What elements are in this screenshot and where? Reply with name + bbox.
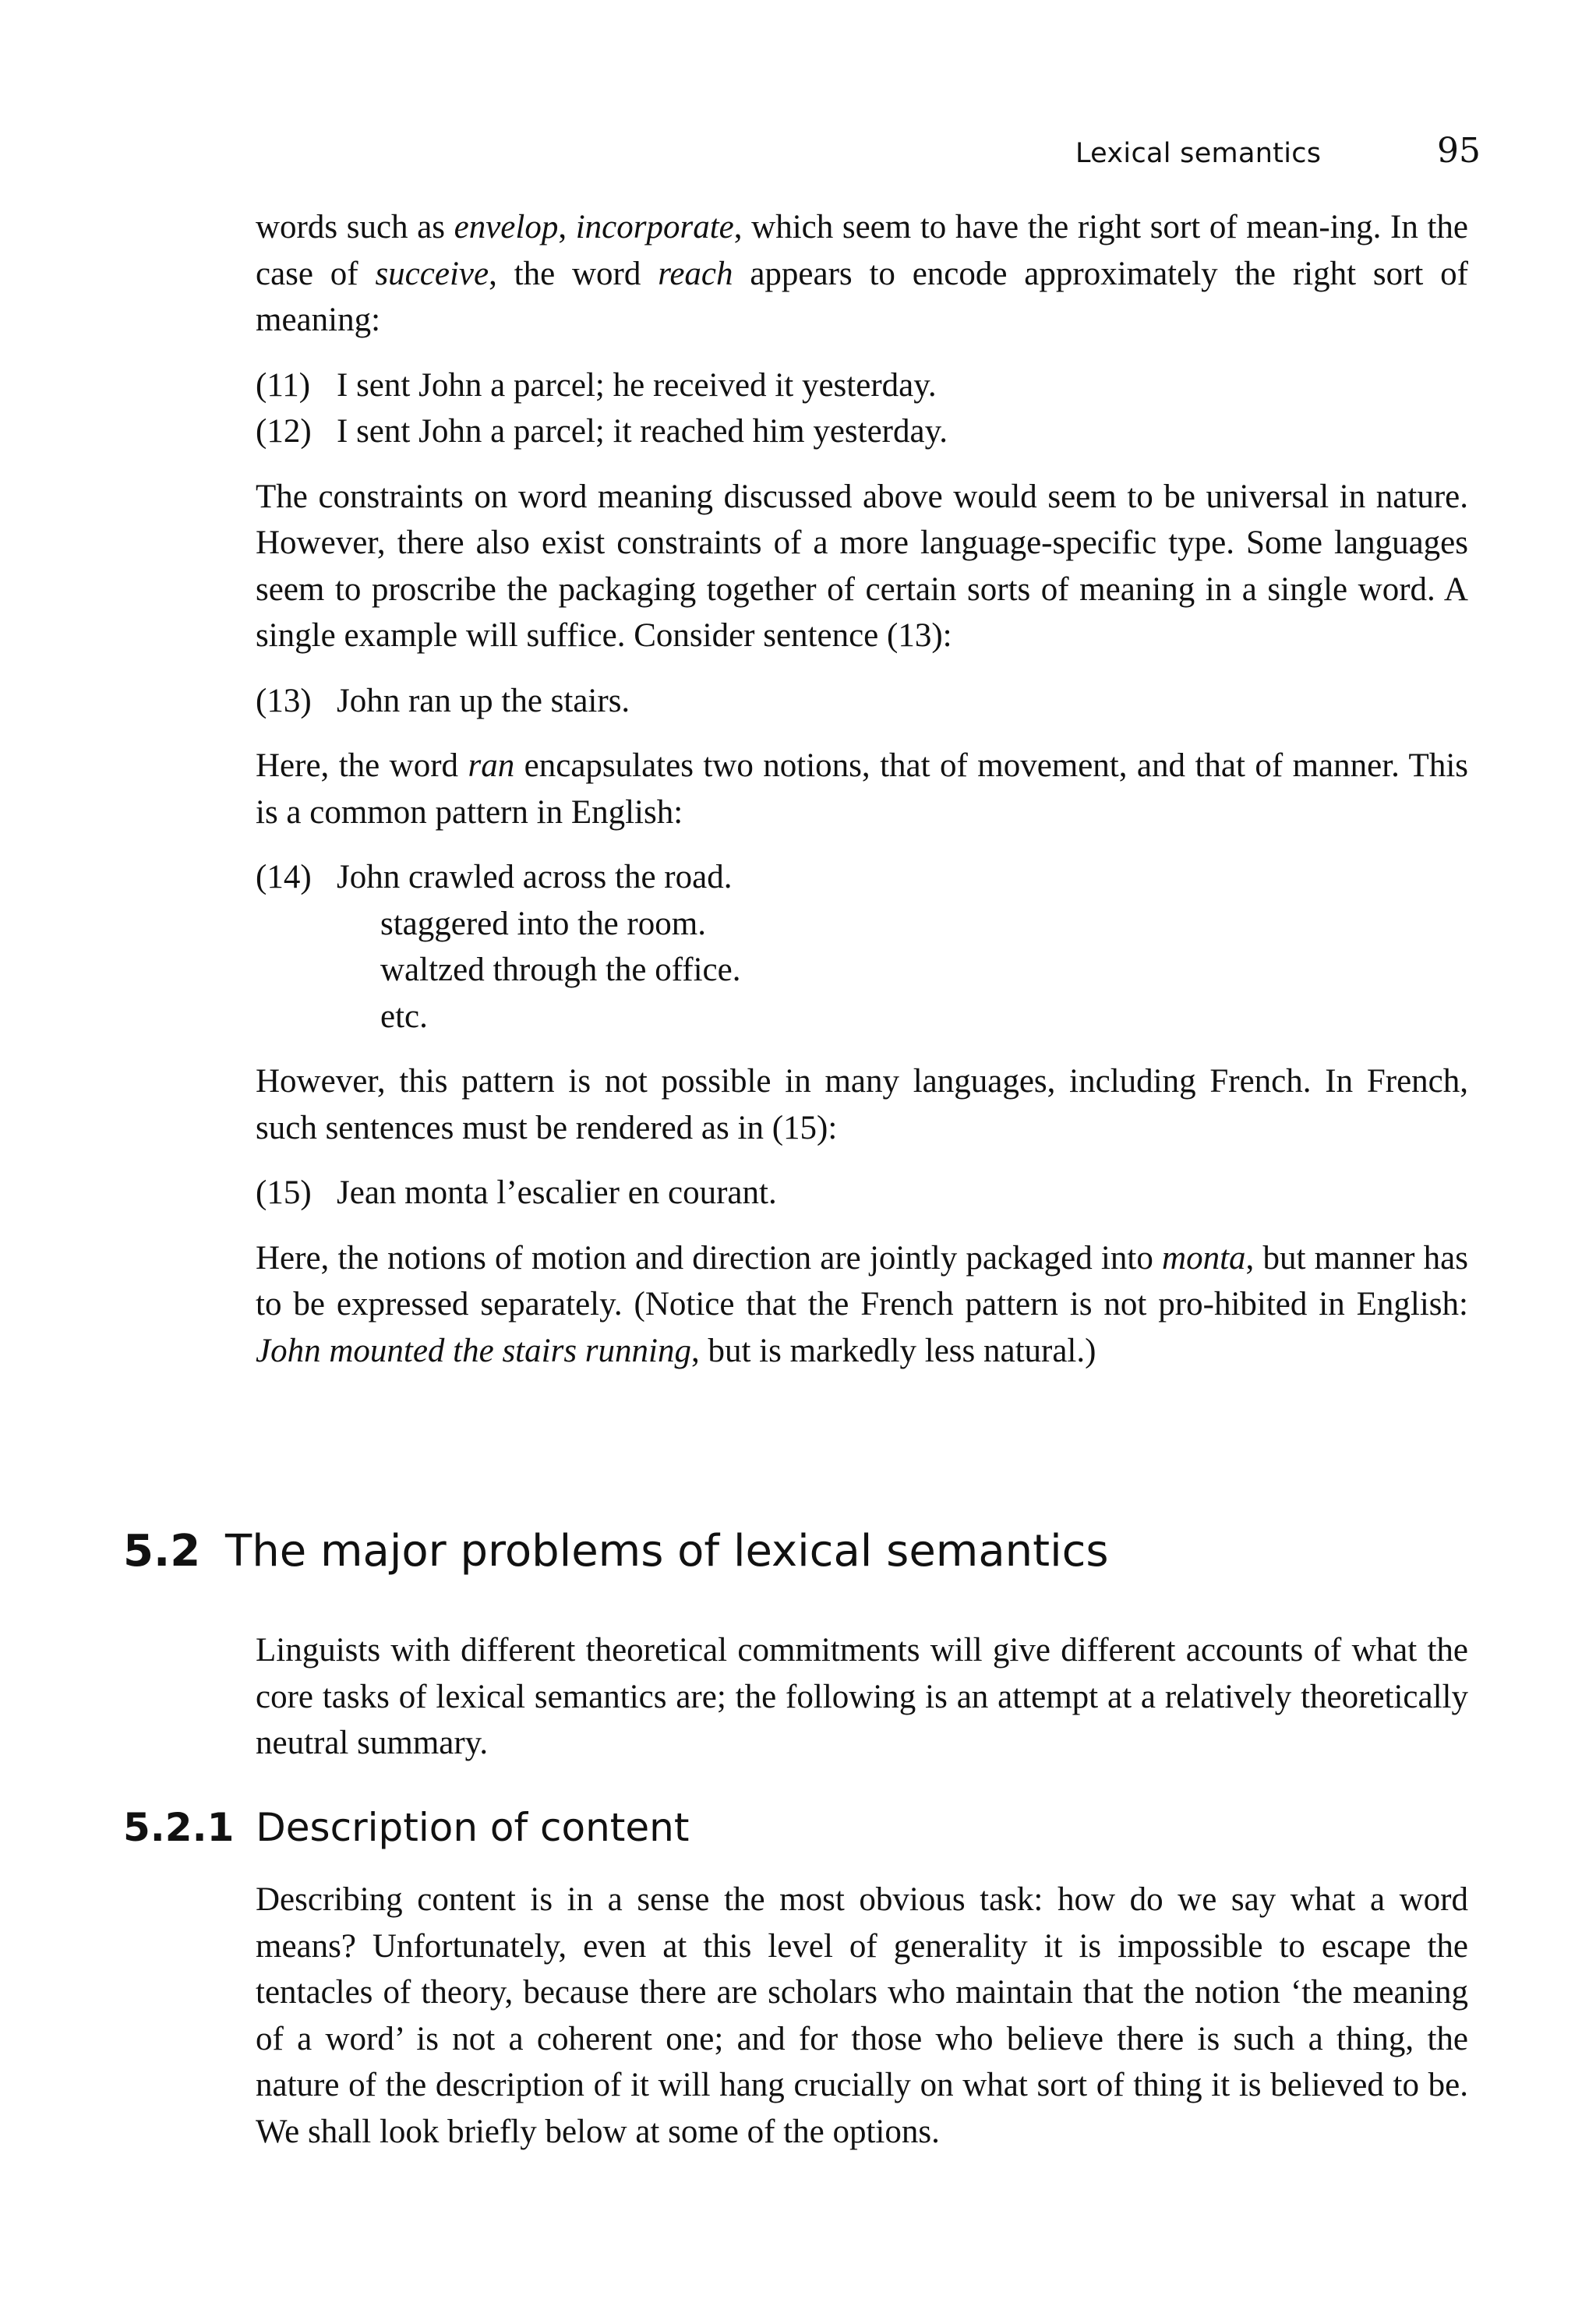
paragraph-5-2-1: Describing content is in a sense the most obvious task: how do we say what a word means? Unfortunately, even at this level of generality it is impossible to escape the tentacles of theory, because there are scholars who maintain that the notion ‘the meaning of a word’ is not a coherent one; and for those who believe there is such a thing, the nature of the description of it will hang crucially on what sort of thing it is believed to be. We shall look briefly below at some of the options. bbox=[256, 1881, 1468, 2150]
text-run: Here, the word bbox=[256, 747, 468, 784]
page-number: 95 bbox=[1437, 131, 1481, 171]
paragraph-intro bbox=[256, 204, 1468, 344]
example-text: John ran up the stairs. bbox=[337, 682, 630, 719]
example-number: (11) bbox=[256, 366, 311, 404]
example-14-continuation: etc. bbox=[380, 998, 428, 1035]
example-number: (14) bbox=[256, 859, 312, 895]
example-14-continuation: waltzed through the office. bbox=[380, 952, 741, 988]
term-ran: ran bbox=[468, 747, 515, 784]
text-run: , which seem to have the right sort of mean-ing. In the case of bbox=[256, 209, 1469, 292]
text-run: encapsulates two notions, that of movement, and that of manner. This is a common pattern in English: bbox=[256, 747, 1469, 831]
example-number: (12) bbox=[256, 413, 312, 450]
section-number: 5.2 bbox=[123, 1526, 201, 1577]
paragraph-constraints: The constraints on word meaning discussed above would seem to be universal in nature. However, there also exist constraints of a more language-specific type. Some languages seem to proscribe the packaging together of certain sorts of meaning in a single word. A single example will suffice. Consider sentence (13): bbox=[256, 478, 1468, 654]
body-block-5-2-1 bbox=[256, 1877, 1468, 2174]
running-title: Lexical semantics bbox=[1075, 138, 1322, 169]
section-heading-5-2-1 bbox=[123, 1805, 689, 1850]
text-run: appears to encode approximately the right sort of meaning: bbox=[256, 255, 1468, 338]
term-envelop: envelop bbox=[454, 209, 559, 245]
text-run: , the word bbox=[489, 255, 659, 292]
section-number: 5.2.1 bbox=[123, 1805, 235, 1850]
body-block-5-2 bbox=[256, 1627, 1468, 1785]
example-number: (15) bbox=[256, 1174, 312, 1211]
text-run: Here, the notions of motion and direction are jointly packaged into bbox=[256, 1239, 1163, 1277]
text-run: , but is markedly less natural.) bbox=[690, 1332, 1096, 1369]
section-title: The major problems of lexical semantics bbox=[225, 1526, 1109, 1577]
example-text: Jean monta l’escalier en courant. bbox=[337, 1174, 777, 1211]
example-text: John crawled across the road. bbox=[337, 859, 733, 895]
example-11 bbox=[256, 362, 1468, 409]
paragraph-ran bbox=[256, 743, 1468, 835]
example-text: I sent John a parcel; he received it yesterday. bbox=[337, 366, 937, 404]
term-monta: monta bbox=[1162, 1239, 1246, 1277]
text-run: , bbox=[558, 209, 576, 245]
section-heading-5-2 bbox=[123, 1526, 1109, 1577]
example-15 bbox=[256, 1170, 1468, 1217]
example-text: I sent John a parcel; it reached him yesterday. bbox=[337, 413, 948, 450]
section-title: Description of content bbox=[256, 1805, 690, 1850]
example-number: (13) bbox=[256, 682, 312, 719]
example-13 bbox=[256, 678, 1468, 725]
paragraph-monta bbox=[256, 1235, 1468, 1375]
text-run: words such as bbox=[256, 209, 454, 245]
term-succeive: succeive bbox=[375, 255, 489, 292]
paragraph-french: However, this pattern is not possible in many languages, including French. In French, such sentences must be rendered as in (15): bbox=[256, 1063, 1468, 1146]
example-12 bbox=[256, 408, 1468, 455]
running-head bbox=[1075, 131, 1481, 171]
term-john-mounted: John mounted the stairs running bbox=[256, 1332, 691, 1369]
body-block-upper bbox=[256, 204, 1468, 1393]
term-reach: reach bbox=[658, 255, 733, 292]
text-run: , but manner has to be expressed separately. (Notice that the French pattern is not pro-hibited in English: bbox=[256, 1239, 1469, 1323]
paragraph-5-2: Linguists with different theoretical commitments will give different accounts of what the core tasks of lexical semantics are; the following is an attempt at a relatively theoretically neutral summary. bbox=[256, 1632, 1468, 1761]
example-14 bbox=[256, 854, 1468, 901]
term-incorporate: incorporate bbox=[575, 209, 734, 245]
example-14-continuation: staggered into the room. bbox=[380, 905, 706, 942]
